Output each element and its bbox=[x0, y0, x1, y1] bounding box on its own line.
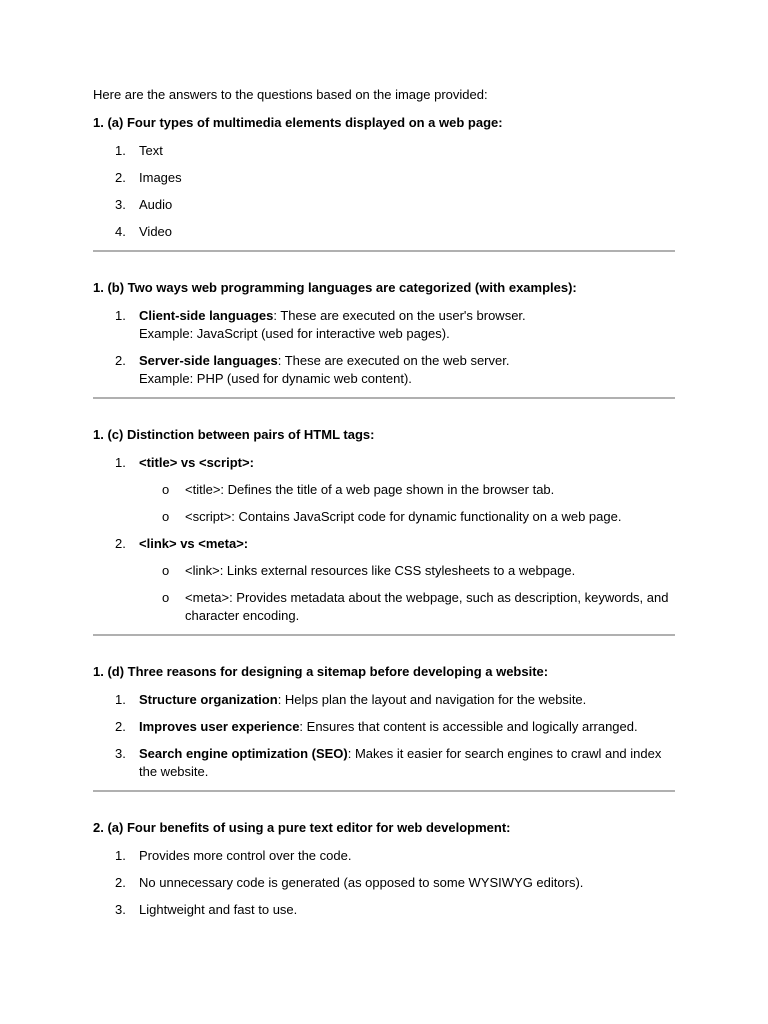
sub-item-text: <link>: Links external resources like CSS stylesheets to a webpage. bbox=[185, 563, 576, 578]
item-label: Improves user experience bbox=[139, 719, 300, 734]
section-1a bbox=[93, 114, 675, 241]
intro-text: Here are the answers to the questions based on the image provided: bbox=[93, 87, 488, 102]
item-text: : Makes it easier for search engines to crawl and index the website. bbox=[139, 746, 662, 779]
item-label: Search engine optimization (SEO) bbox=[139, 746, 348, 761]
item-text: No unnecessary code is generated (as opposed to some WYSIWYG editors). bbox=[139, 875, 584, 890]
sub-list-item bbox=[139, 481, 675, 499]
section-title: 2. (a) Four benefits of using a pure text editor for web development: bbox=[93, 820, 511, 835]
item-number: 2. bbox=[115, 719, 126, 734]
item-text: : Ensures that content is accessible and logically arranged. bbox=[299, 719, 638, 734]
section-title: 1. (d) Three reasons for designing a sitemap before developing a website: bbox=[93, 664, 549, 679]
section-2a bbox=[93, 819, 675, 919]
item-number: 2. bbox=[115, 170, 126, 185]
section-1d bbox=[93, 663, 675, 781]
item-number: 4. bbox=[115, 224, 126, 239]
item-example: Example: PHP (used for dynamic web content). bbox=[139, 371, 412, 386]
sub-list-item bbox=[139, 562, 675, 580]
item-text: : These are executed on the web server. bbox=[277, 353, 510, 368]
item-number: 3. bbox=[115, 902, 126, 917]
list-item bbox=[93, 718, 675, 736]
list-item bbox=[93, 454, 675, 526]
list-item bbox=[93, 745, 675, 781]
item-example: Example: JavaScript (used for interactive web pages). bbox=[139, 326, 450, 341]
list-item bbox=[93, 874, 675, 892]
bullet-marker: o bbox=[162, 563, 170, 578]
item-number: 1. bbox=[115, 308, 126, 323]
list-item bbox=[93, 691, 675, 709]
section-divider bbox=[93, 790, 675, 792]
list bbox=[93, 847, 675, 919]
sub-list-item bbox=[139, 589, 675, 625]
sub-item-text: <script>: Contains JavaScript code for dynamic functionality on a web page. bbox=[185, 509, 622, 524]
item-number: 3. bbox=[115, 197, 126, 212]
sub-item-text: <meta>: Provides metadata about the webpage, such as description, keywords, and character encoding. bbox=[185, 590, 669, 623]
list-item bbox=[93, 352, 675, 388]
item-label: <link> vs <meta>: bbox=[139, 536, 249, 551]
list-item bbox=[93, 901, 675, 919]
item-number: 2. bbox=[115, 353, 126, 368]
sub-list-item bbox=[139, 508, 675, 526]
section-title: 1. (c) Distinction between pairs of HTML tags: bbox=[93, 427, 375, 442]
document-page bbox=[93, 86, 675, 928]
item-label: Client-side languages bbox=[139, 308, 274, 323]
list bbox=[93, 142, 675, 241]
section-1c bbox=[93, 426, 675, 625]
item-text: Provides more control over the code. bbox=[139, 848, 352, 863]
item-label: <title> vs <script>: bbox=[139, 455, 254, 470]
item-label: Structure organization bbox=[139, 692, 278, 707]
list-item bbox=[93, 196, 675, 214]
item-text: Video bbox=[139, 224, 173, 239]
item-number: 3. bbox=[115, 746, 126, 761]
list-item bbox=[93, 847, 675, 865]
item-number: 1. bbox=[115, 455, 126, 470]
list bbox=[93, 691, 675, 781]
item-text: Images bbox=[139, 170, 182, 185]
bullet-marker: o bbox=[162, 590, 170, 605]
item-number: 2. bbox=[115, 875, 126, 890]
section-divider bbox=[93, 397, 675, 399]
list-item bbox=[93, 142, 675, 160]
bullet-marker: o bbox=[162, 509, 170, 524]
item-text: Text bbox=[139, 143, 163, 158]
section-divider bbox=[93, 250, 675, 252]
item-text: Audio bbox=[139, 197, 173, 212]
section-title: 1. (b) Two ways web programming languages are categorized (with examples): bbox=[93, 280, 577, 295]
item-label: Server-side languages bbox=[139, 353, 278, 368]
list bbox=[93, 454, 675, 625]
item-text: : These are executed on the user's browser. bbox=[273, 308, 526, 323]
bullet-marker: o bbox=[162, 482, 170, 497]
item-text: Lightweight and fast to use. bbox=[139, 902, 298, 917]
item-text: : Helps plan the layout and navigation for the website. bbox=[277, 692, 587, 707]
list-item bbox=[93, 307, 675, 343]
section-divider bbox=[93, 634, 675, 636]
item-number: 1. bbox=[115, 143, 126, 158]
list bbox=[93, 307, 675, 388]
sub-item-text: <title>: Defines the title of a web page shown in the browser tab. bbox=[185, 482, 555, 497]
item-number: 2. bbox=[115, 536, 126, 551]
section-1b bbox=[93, 279, 675, 388]
item-number: 1. bbox=[115, 848, 126, 863]
item-number: 1. bbox=[115, 692, 126, 707]
section-title: 1. (a) Four types of multimedia elements displayed on a web page: bbox=[93, 115, 503, 130]
list-item bbox=[93, 223, 675, 241]
list-item bbox=[93, 169, 675, 187]
sub-list bbox=[139, 562, 675, 625]
sub-list bbox=[139, 481, 675, 526]
list-item bbox=[93, 535, 675, 625]
